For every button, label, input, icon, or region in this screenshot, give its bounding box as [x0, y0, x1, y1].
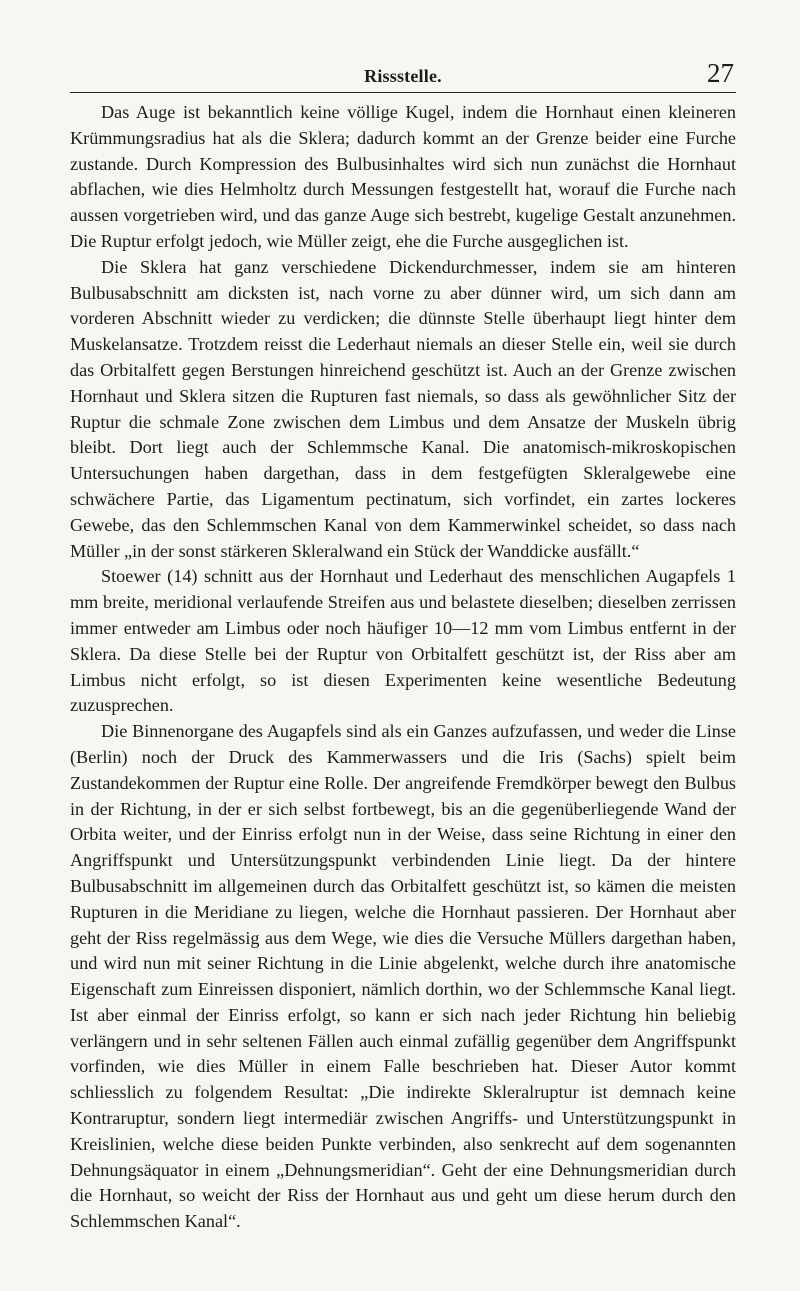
running-header	[70, 58, 736, 93]
paragraph: Das Auge ist bekanntlich keine völlige Kugel, indem die Hornhaut einen kleineren Krümmungsradius hat als die Sklera; dadurch kommt an der Grenze beider eine Furche zustande. Durch Kompression des Bulbusinhaltes wird sich nun zunächst die Hornhaut abflachen, wie dies Helmholtz durch Messungen festgestellt hat, worauf die Furche nach aussen vorgetrieben wird, und das ganze Auge sich bestrebt, kugelige Gestalt anzunehmen. Die Ruptur erfolgt jedoch, wie Müller zeigt, ehe die Furche ausgeglichen ist.	[70, 102, 736, 251]
paragraph: Die Binnenorgane des Augapfels sind als ein Ganzes aufzufassen, und weder die Linse (Berlin) noch der Druck des Kammerwassers und die Iris (Sachs) spielt beim Zustandekommen der Ruptur eine Rolle. Der angreifende Fremdkörper bewegt den Bulbus in der Richtung, in der er sich selbst fortbewegt, bis an die gegenüberliegende Wand der Orbita weiter, und der Einriss erfolgt nun in der Weise, dass seine Richtung in einer den Angriffspunkt und Untersützungspunkt verbindenden Linie liegt. Da der hintere Bulbusabschnitt im allgemeinen durch das Orbitalfett geschützt ist, so kämen die meisten Rupturen in die Meridiane zu liegen, welche die Hornhaut passieren. Der Hornhaut aber geht der Riss regelmässig aus dem Wege, wie dies die Versuche Müllers dargethan haben, und wird nun mit seiner Richtung in die Linie abgelenkt, welche durch ihre anatomische Eigenschaft zum Einreissen disponiert, nämlich dorthin, wo der Schlemmsche Kanal liegt. Ist aber einmal der Einriss erfolgt, so kann er sich nach jeder Richtung hin beliebig verlängern und in sehr seltenen Fällen auch einmal zufällig gegenüber dem Angriffspunkt vorfinden, wie dies Müller in einem Falle beschrieben hat. Dieser Autor kommt schliesslich zu folgendem Resultat: „Die indirekte Skleralruptur ist demnach keine Kontraruptur, sondern liegt intermediär zwischen Angriffs- und Unterstützungspunkt in Kreislinien, welche diese beiden Punkte verbinden, also senkrecht auf dem sogenannten Dehnungsäquator in einem „Dehnungsmeridian“. Geht der eine Dehnungsmeridian durch die Hornhaut, so weicht der Riss der Hornhaut aus und geht um diese herum durch den Schlemmschen Kanal“.	[70, 721, 736, 1232]
paragraph: Stoewer (14) schnitt aus der Hornhaut und Lederhaut des menschlichen Augapfels 1 mm breite, meridional verlaufende Streifen aus und belastete dieselben; dieselben zerrissen immer entweder am Limbus oder noch häufiger 10—12 mm vom Limbus entfernt in der Sklera. Da diese Stelle bei der Ruptur von Orbitalfett geschützt ist, der Riss aber am Limbus nicht erfolgt, so ist diesen Experimenten keine wesentliche Bedeutung zuzusprechen.	[70, 566, 736, 716]
body-text	[70, 100, 736, 1235]
page-number: 27	[707, 58, 734, 88]
paragraph: Die Sklera hat ganz verschiedene Dickendurchmesser, indem sie am hinteren Bulbusabschnitt am dicksten ist, nach vorne zu aber dünner wird, um sich dann am vorderen Abschnitt wieder zu verdicken; die dünnste Stelle überhaupt liegt hinter dem Muskelansatze. Trotzdem reisst die Lederhaut niemals an dieser Stelle ein, weil sie durch das Orbitalfett gegen Berstungen hinreichend geschützt ist. Auch an der Grenze zwischen Hornhaut und Sklera sitzen die Rupturen fast niemals, so dass als gewöhnlicher Sitz der Ruptur die schmale Zone zwischen dem Limbus und dem Ansatze der Muskeln übrig bleibt. Dort liegt auch der Schlemmsche Kanal. Die anatomisch-mikroskopischen Untersuchungen haben dargethan, dass in dem festgefügten Skleralgewebe eine schwächere Partie, das Ligamentum pectinatum, sich vorfindet, ein zartes lockeres Gewebe, das den Schlemmschen Kanal von dem Kammerwinkel scheidet, so dass nach Müller „in der sonst stärkeren Skleralwand ein Stück der Wanddicke ausfällt.“	[70, 256, 736, 561]
running-title: Rissstelle.	[364, 66, 442, 86]
